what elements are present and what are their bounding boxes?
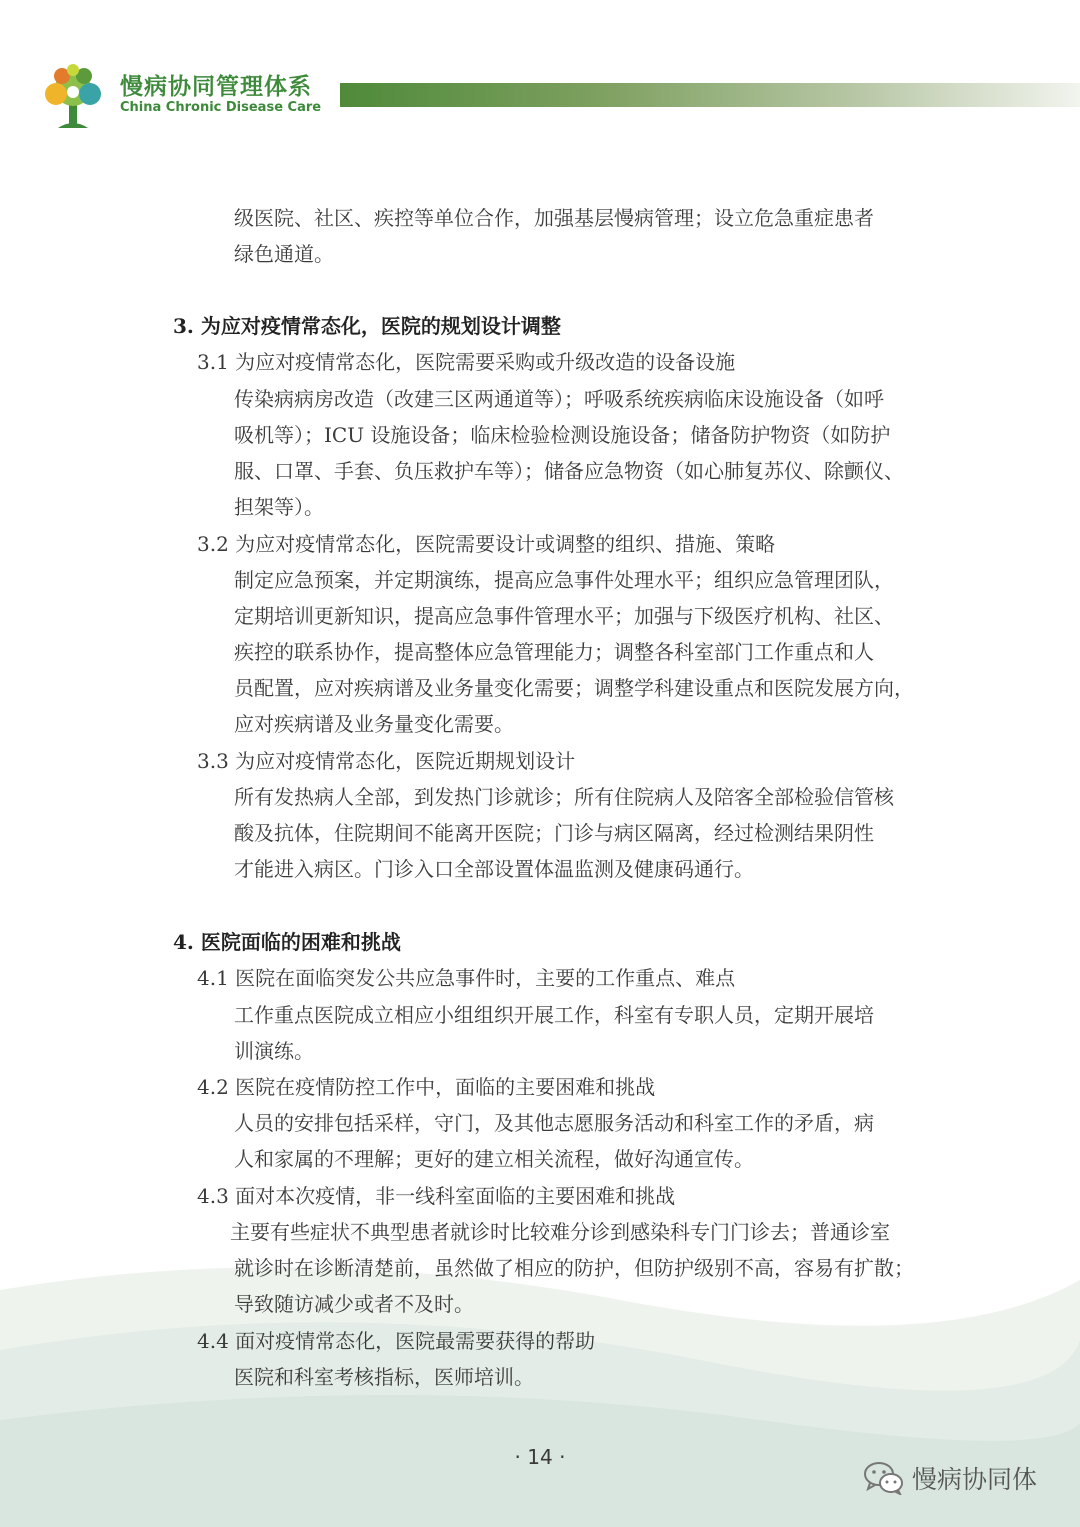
paragraph-line: 就诊时在诊断清楚前，虽然做了相应的防护，但防护级别不高，容易有扩散；	[234, 1256, 914, 1280]
paragraph-line: 工作重点医院成立相应小组组织开展工作，科室有专职人员，定期开展培	[234, 1003, 874, 1027]
paragraph-line: 医院和科室考核指标，医师培训。	[234, 1365, 534, 1389]
section-3-heading: 3. 为应对疫情常态化，医院的规划设计调整	[173, 314, 561, 338]
subsection-3-2-heading: 3.2 为应对疫情常态化，医院需要设计或调整的组织、措施、策略	[197, 532, 776, 556]
paragraph-line: 服、口罩、手套、负压救护车等）；储备应急物资（如心肺复苏仪、除颤仪、	[234, 459, 904, 483]
subsection-4-3-heading: 4.3 面对本次疫情，非一线科室面临的主要困难和挑战	[197, 1184, 676, 1208]
wechat-watermark	[864, 1458, 1037, 1498]
paragraph-line: 定期培训更新知识，提高应急事件管理水平；加强与下级医疗机构、社区、	[234, 604, 894, 628]
paragraph-line: 主要有些症状不典型患者就诊时比较难分诊到感染科专门门诊去；普通诊室	[230, 1220, 890, 1244]
subsection-4-2-heading: 4.2 医院在疫情防控工作中，面临的主要困难和挑战	[197, 1075, 656, 1099]
subsection-4-4-heading: 4.4 面对疫情常态化，医院最需要获得的帮助	[197, 1329, 596, 1353]
paragraph-line: 级医院、社区、疾控等单位合作，加强基层慢病管理；设立危急重症患者	[234, 206, 874, 230]
paragraph-line: 疾控的联系协作，提高整体应急管理能力；调整各科室部门工作重点和人	[234, 640, 874, 664]
subsection-4-1-heading: 4.1 医院在面临突发公共应急事件时，主要的工作重点、难点	[197, 966, 736, 990]
paragraph-line: 训演练。	[234, 1039, 314, 1063]
paragraph-line: 员配置，应对疾病谱及业务量变化需要；调整学科建设重点和医院发展方向，	[234, 676, 914, 700]
paragraph-line: 担架等）。	[234, 495, 324, 519]
paragraph-line: 绿色通道。	[234, 242, 334, 266]
tree-logo-icon	[38, 62, 108, 132]
brand-title-cn: 慢病协同管理体系	[120, 74, 312, 100]
paragraph-line: 所有发热病人全部，到发热门诊就诊；所有住院病人及陪客全部检验信管核	[234, 785, 894, 809]
paragraph-line: 传染病病房改造（改建三区两通道等）；呼吸系统疾病临床设施设备（如呼	[234, 387, 884, 411]
subsection-3-3-heading: 3.3 为应对疫情常态化，医院近期规划设计	[197, 749, 576, 773]
paragraph-line: 才能进入病区。门诊入口全部设置体温监测及健康码通行。	[234, 857, 754, 881]
paragraph-line: 制定应急预案，并定期演练，提高应急事件处理水平；组织应急管理团队，	[234, 568, 894, 592]
paragraph-line: 吸机等）；ICU 设施设备；临床检验检测设施设备；储备防护物资（如防护	[234, 423, 891, 447]
paragraph-line: 人员的安排包括采样，守门，及其他志愿服务活动和科室工作的矛盾，病	[234, 1111, 874, 1135]
page-number: · 14 ·	[514, 1445, 566, 1469]
section-4-heading: 4. 医院面临的困难和挑战	[173, 930, 401, 954]
wechat-account-name: 慢病协同体	[912, 1465, 1038, 1494]
header-gradient-bar	[340, 83, 1080, 107]
brand-title-en: China Chronic Disease Care	[120, 100, 322, 115]
paragraph-line: 应对疾病谱及业务量变化需要。	[234, 712, 514, 736]
page-header	[0, 0, 1080, 140]
subsection-3-1-heading: 3.1 为应对疫情常态化，医院需要采购或升级改造的设备设施	[197, 350, 736, 374]
paragraph-line: 人和家属的不理解；更好的建立相关流程，做好沟通宣传。	[234, 1147, 754, 1171]
wechat-icon	[864, 1461, 904, 1495]
paragraph-line: 酸及抗体，住院期间不能离开医院；门诊与病区隔离，经过检测结果阴性	[234, 821, 874, 845]
paragraph-line: 导致随访减少或者不及时。	[234, 1292, 474, 1316]
